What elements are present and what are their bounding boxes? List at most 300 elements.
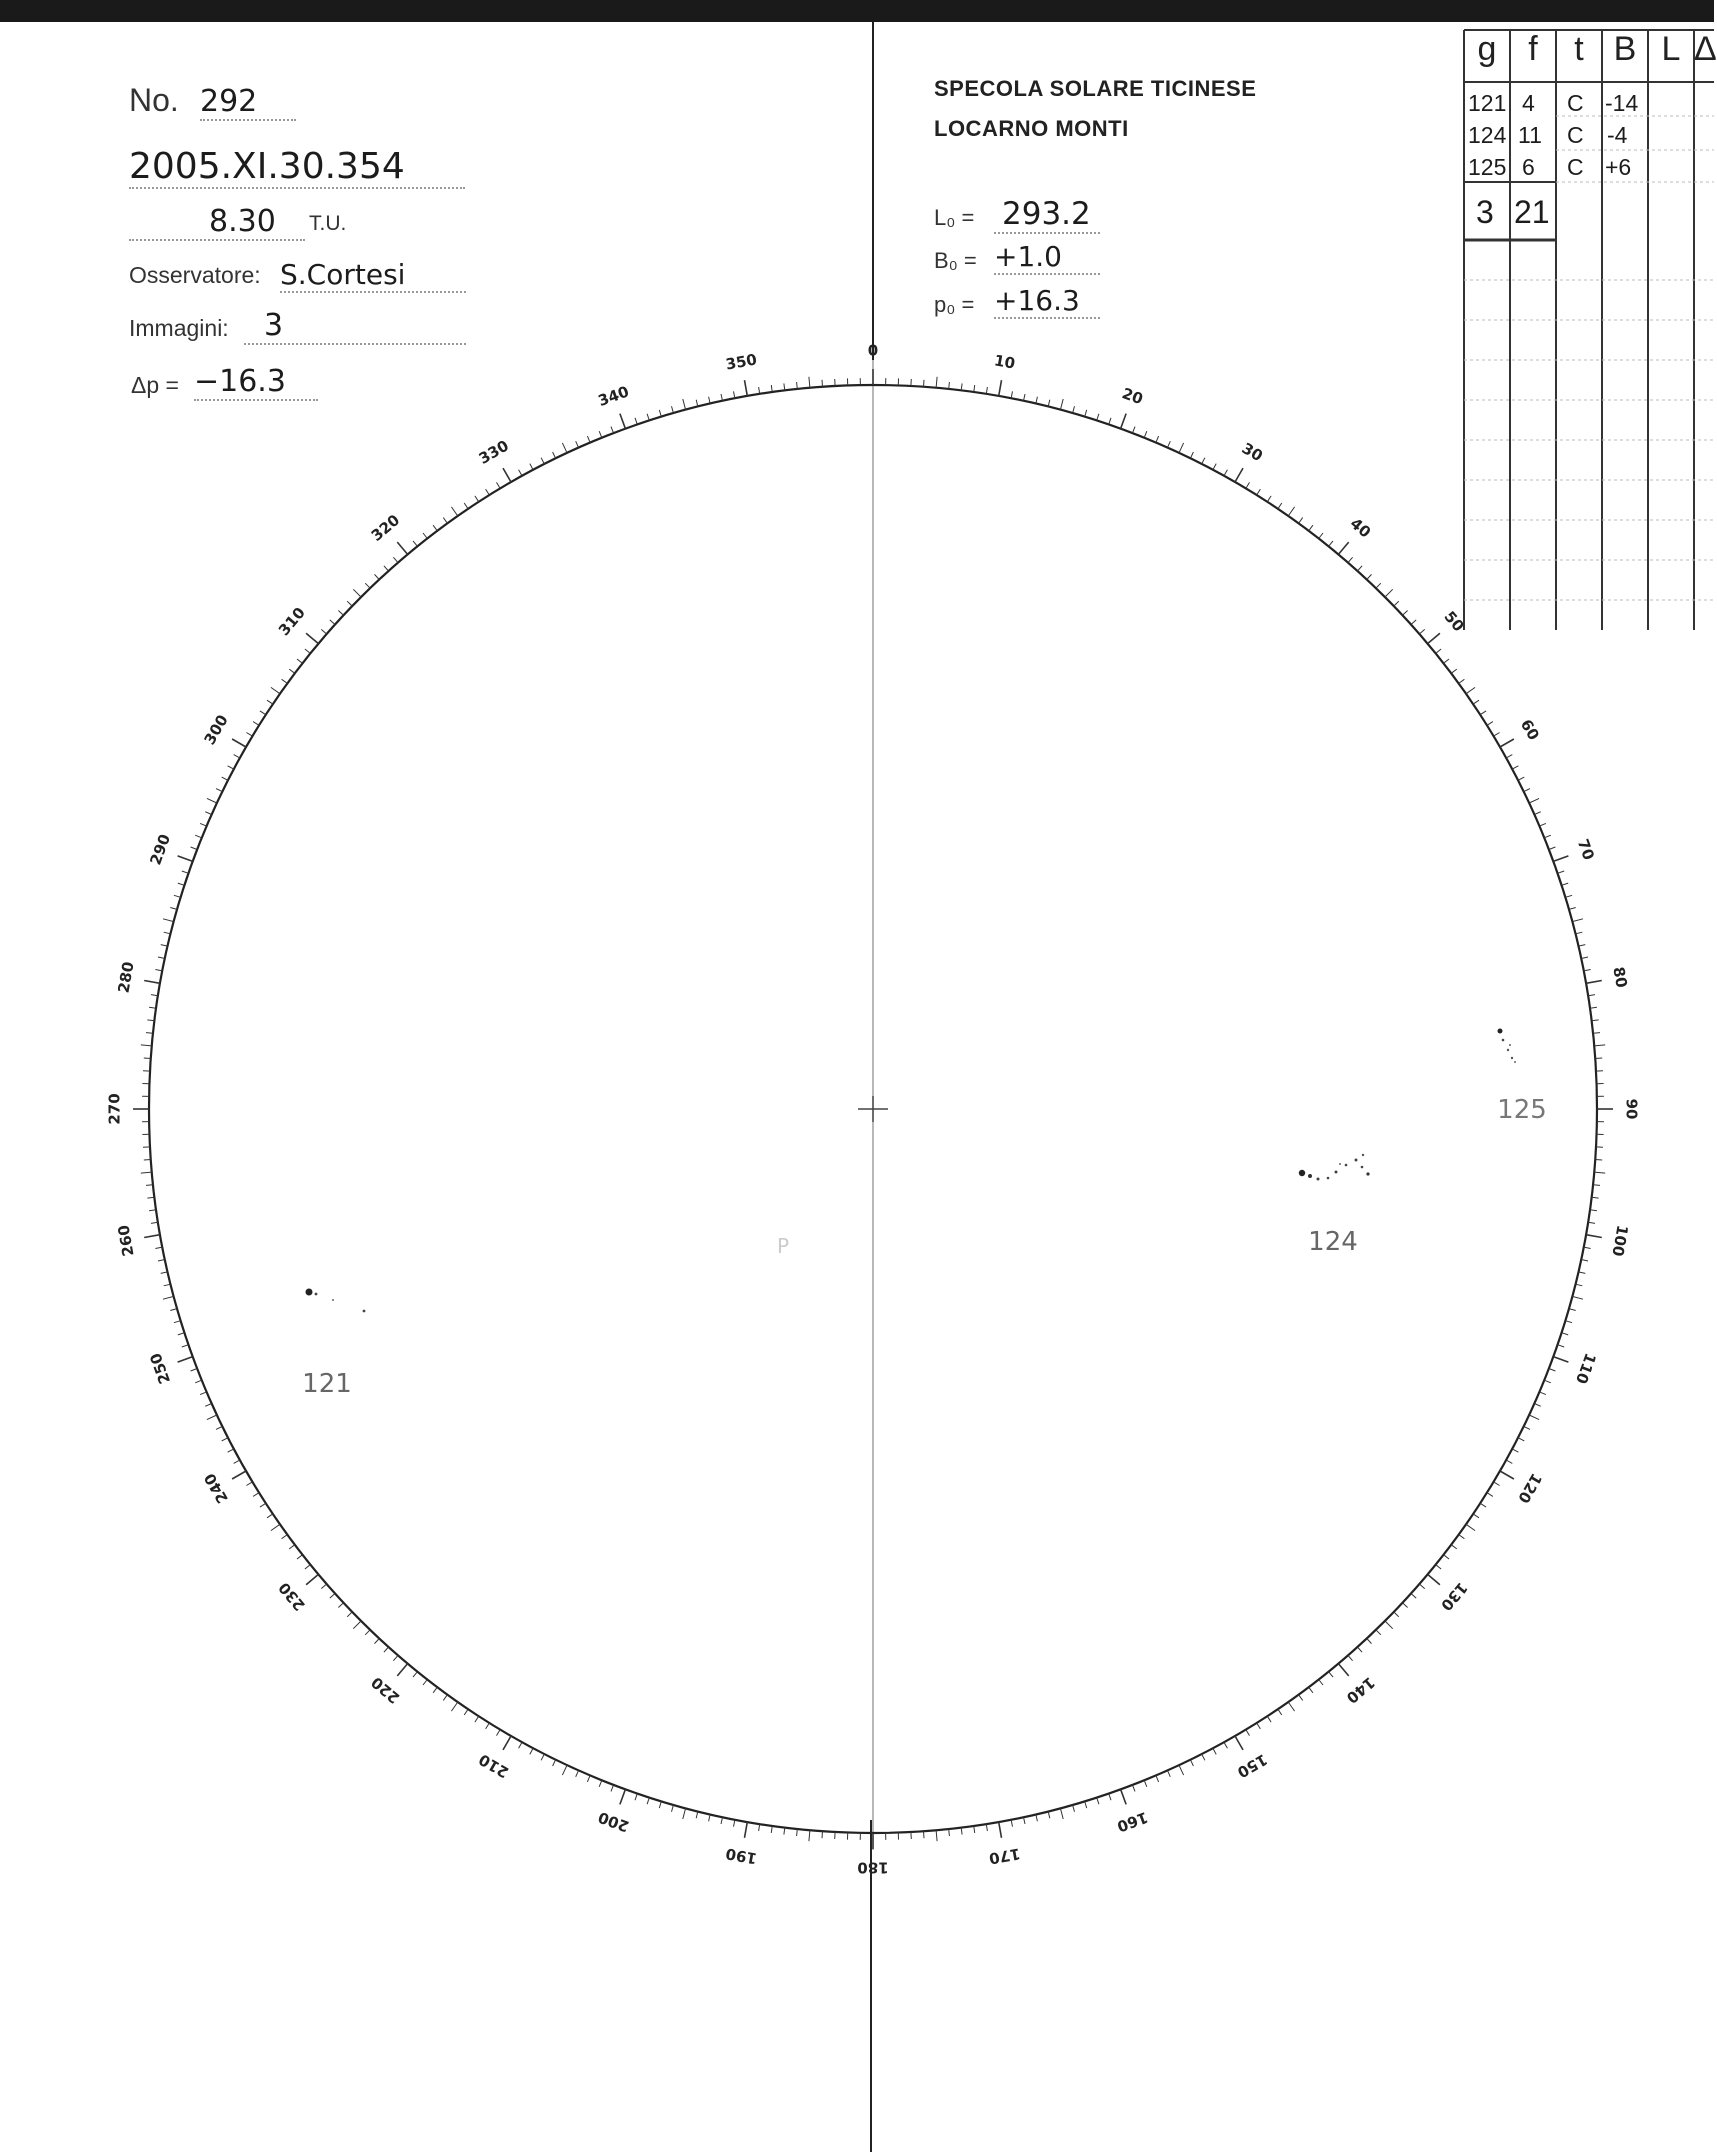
degree-tick	[1288, 1702, 1294, 1711]
degree-tick	[330, 1594, 335, 1599]
degree-tick	[375, 574, 380, 579]
degree-tick	[1524, 1426, 1530, 1429]
degree-tick	[1011, 391, 1012, 398]
degree-tick	[234, 755, 240, 758]
degree-tick	[1060, 1808, 1063, 1819]
degree-tick	[306, 1574, 318, 1584]
degree-tick	[195, 1380, 202, 1383]
degree-tick	[672, 1805, 674, 1812]
degree-tick	[771, 1826, 772, 1833]
degree-tick	[1278, 1709, 1282, 1715]
degree-tick	[182, 1345, 189, 1347]
delta-p-value: −16.3	[194, 364, 318, 401]
degree-tick	[464, 1709, 468, 1715]
degree-tick	[1367, 574, 1372, 579]
degree-label: 210	[475, 1750, 512, 1782]
degree-tick	[1595, 1160, 1602, 1161]
degree-tick	[1385, 589, 1393, 597]
degree-tick	[1562, 883, 1569, 885]
degree-tick	[146, 1033, 153, 1034]
degree-tick	[1576, 1284, 1583, 1286]
degree-tick	[721, 1817, 723, 1824]
degree-tick	[1590, 1007, 1597, 1008]
degree-tick	[1358, 1647, 1363, 1652]
degree-tick	[464, 503, 468, 509]
degree-label: 340	[595, 382, 632, 411]
degree-tick	[1444, 659, 1450, 663]
col-header-g: g	[1477, 30, 1497, 68]
degree-label: 100	[1608, 1223, 1632, 1258]
degree-tick	[1246, 1730, 1250, 1736]
degree-tick	[530, 464, 533, 470]
degree-tick	[497, 1730, 501, 1736]
sunspot-group-125	[1498, 1029, 1517, 1064]
images-value: 3	[244, 308, 466, 345]
degree-tick	[1588, 1222, 1595, 1223]
degree-tick	[974, 1826, 975, 1833]
degree-tick	[1565, 895, 1572, 897]
degree-tick	[1133, 1785, 1136, 1792]
degree-tick	[161, 945, 168, 947]
degree-tick	[289, 1545, 295, 1549]
degree-tick	[1202, 1754, 1205, 1760]
degree-tick	[986, 387, 987, 394]
degree-tick	[1506, 755, 1512, 758]
degree-tick	[271, 1524, 280, 1530]
degree-tick	[1436, 1565, 1441, 1569]
degree-tick	[961, 1828, 962, 1835]
degree-tick	[1539, 823, 1546, 826]
degree-tick	[576, 1770, 579, 1776]
degree-tick	[1588, 995, 1595, 996]
degree-tick	[1060, 399, 1063, 410]
degree-tick	[161, 1272, 168, 1274]
degree-tick	[1534, 1404, 1540, 1407]
degree-label: 350	[724, 350, 759, 374]
sunspot	[1362, 1154, 1364, 1156]
degree-tick	[1487, 722, 1493, 726]
group-label-124: 124	[1308, 1227, 1358, 1257]
degree-tick	[144, 1235, 160, 1238]
sunspot	[1509, 1044, 1511, 1046]
sunspot	[315, 1293, 318, 1296]
degree-tick	[961, 383, 962, 390]
degree-tick	[986, 1824, 987, 1831]
degree-tick	[530, 1748, 533, 1754]
degree-label: 240	[200, 1470, 232, 1507]
degree-tick	[397, 1664, 407, 1676]
sunspot	[1308, 1174, 1312, 1178]
degree-tick	[1267, 496, 1271, 502]
degree-tick	[635, 1794, 637, 1801]
degree-tick	[541, 458, 544, 464]
degree-tick	[433, 525, 437, 531]
degree-label: 160	[1114, 1807, 1151, 1836]
degree-tick	[1257, 489, 1261, 495]
degree-label: 320	[367, 510, 404, 545]
degree-tick	[797, 382, 798, 389]
degree-tick	[384, 566, 389, 571]
degree-tick	[822, 380, 823, 387]
degree-tick	[1348, 1655, 1353, 1660]
degree-tick	[1494, 733, 1500, 737]
degree-tick	[174, 1321, 181, 1323]
sunspot	[1299, 1170, 1305, 1176]
degree-tick	[338, 1603, 343, 1608]
degree-tick	[147, 1197, 154, 1198]
degree-tick	[1385, 1621, 1393, 1629]
observation-table-content	[1462, 30, 1717, 630]
degree-tick	[1592, 1197, 1599, 1198]
degree-tick	[1581, 1260, 1588, 1262]
degree-tick	[1179, 1765, 1184, 1775]
degree-tick	[393, 557, 398, 562]
degree-tick	[1581, 957, 1588, 959]
degree-tick	[413, 1672, 417, 1677]
degree-tick	[1459, 679, 1465, 683]
degree-tick	[1036, 1814, 1038, 1821]
degree-tick	[228, 766, 234, 769]
degree-tick	[347, 1612, 352, 1617]
degree-tick	[1487, 1493, 1493, 1497]
degree-tick	[1544, 1380, 1551, 1383]
degree-tick	[1553, 1357, 1568, 1363]
degree-tick	[200, 823, 207, 826]
sunspot-group-121	[306, 1289, 366, 1313]
cell-f-row1: 4	[1522, 90, 1535, 116]
degree-tick	[822, 1831, 823, 1838]
degree-tick	[305, 649, 310, 653]
degree-tick	[297, 1555, 303, 1559]
degree-tick	[1168, 1770, 1171, 1776]
degree-tick	[149, 1007, 156, 1008]
degree-tick	[1011, 1820, 1012, 1827]
degree-tick	[1518, 777, 1524, 780]
sunspot	[1345, 1164, 1348, 1167]
degree-tick	[659, 410, 661, 417]
degree-tick	[936, 1830, 937, 1841]
degree-tick	[253, 1493, 259, 1497]
degree-label: 110	[1571, 1350, 1600, 1387]
degree-tick	[1524, 789, 1530, 792]
degree-tick	[393, 1655, 398, 1660]
degree-tick	[1592, 1020, 1599, 1021]
time-value: 8.30	[129, 204, 305, 241]
degree-tick	[759, 387, 760, 394]
b0-label: B₀ =	[934, 248, 977, 273]
degree-tick	[1578, 945, 1585, 947]
degree-tick	[207, 798, 217, 803]
degree-tick	[696, 1812, 698, 1819]
degree-label: 130	[1437, 1578, 1472, 1615]
l0-label: L₀ =	[934, 205, 975, 230]
degree-tick	[1549, 847, 1556, 850]
degree-label: 70	[1573, 836, 1598, 863]
degree-tick	[1246, 482, 1250, 488]
degree-tick	[1319, 1680, 1323, 1686]
degree-label: 30	[1238, 439, 1266, 466]
degree-tick	[1480, 1503, 1486, 1507]
degree-tick	[423, 1680, 427, 1686]
degree-tick	[721, 394, 723, 401]
images-label: Immagini:	[129, 315, 229, 341]
degree-tick	[1411, 1594, 1416, 1599]
degree-tick	[745, 1822, 748, 1838]
degree-tick	[1584, 1247, 1591, 1248]
degree-tick	[924, 380, 925, 387]
degree-label: 200	[595, 1807, 632, 1836]
degree-tick	[1428, 1574, 1440, 1584]
degree-tick	[1569, 1309, 1576, 1311]
degree-tick	[222, 1438, 228, 1441]
sunspot-group-124	[1299, 1154, 1370, 1181]
degree-tick	[924, 1831, 925, 1838]
cell-g-row1: 121	[1468, 90, 1507, 116]
degree-tick	[1257, 1723, 1261, 1729]
degree-tick	[1553, 856, 1568, 862]
degree-tick	[497, 482, 501, 488]
degree-tick	[321, 629, 326, 634]
degree-tick	[1512, 1449, 1518, 1452]
degree-label: 300	[200, 711, 232, 748]
degree-tick	[158, 957, 165, 959]
degree-tick	[1144, 431, 1147, 438]
degree-tick	[759, 1824, 760, 1831]
degree-tick	[338, 611, 343, 616]
degree-tick	[433, 1687, 437, 1693]
degree-tick	[353, 1621, 361, 1629]
degree-tick	[503, 468, 511, 482]
degree-tick	[1376, 583, 1381, 588]
degree-tick	[365, 1630, 370, 1635]
col-header-delta: Δ	[1694, 30, 1717, 68]
degree-tick	[1506, 1460, 1512, 1463]
degree-tick	[1329, 1672, 1333, 1677]
degree-tick	[1500, 739, 1514, 747]
degree-tick	[200, 1392, 207, 1395]
degree-tick	[797, 1829, 798, 1836]
observatory-location: LOCARNO MONTI	[934, 116, 1129, 141]
degree-tick	[306, 633, 318, 643]
degree-tick	[207, 1415, 217, 1420]
degree-tick	[1578, 1272, 1585, 1274]
degree-tick	[1299, 518, 1303, 524]
degree-tick	[1144, 1780, 1147, 1787]
degree-tick	[267, 700, 273, 704]
degree-tick	[1267, 1716, 1271, 1722]
degree-label: 220	[367, 1673, 404, 1708]
degree-tick	[174, 895, 181, 897]
degree-tick	[1586, 1235, 1602, 1238]
degree-tick	[1411, 620, 1416, 625]
degree-tick	[1367, 1639, 1372, 1644]
degree-label: 50	[1440, 607, 1468, 636]
degree-tick	[1534, 812, 1540, 815]
degree-label: 310	[274, 603, 309, 640]
degree-tick	[745, 380, 748, 396]
degree-tick	[1121, 414, 1127, 429]
sunspot	[1339, 1163, 1341, 1165]
degree-tick	[1436, 649, 1441, 653]
delta-p-label: Δp =	[131, 372, 179, 398]
degree-tick	[1594, 1045, 1605, 1046]
degree-tick	[1444, 1555, 1450, 1559]
degree-tick	[1358, 566, 1363, 571]
degree-tick	[1419, 629, 1424, 634]
degree-tick	[1224, 470, 1227, 476]
degree-tick	[155, 970, 162, 971]
degree-tick	[443, 1695, 447, 1701]
degree-tick	[1558, 871, 1565, 873]
degree-tick	[151, 995, 158, 996]
degree-tick	[611, 427, 614, 434]
degree-tick	[205, 1404, 211, 1407]
degree-label: 120	[1514, 1470, 1546, 1507]
degree-tick	[809, 1830, 810, 1841]
degree-tick	[282, 679, 288, 683]
cell-t-row2: C	[1567, 122, 1584, 148]
degree-tick	[1278, 503, 1282, 509]
degree-tick	[1168, 441, 1171, 447]
sunspot	[1498, 1029, 1503, 1034]
degree-label: 90	[1622, 1098, 1641, 1120]
degree-tick	[164, 932, 171, 934]
degree-tick	[1156, 1775, 1159, 1782]
degree-tick	[141, 1172, 152, 1173]
degree-tick	[144, 981, 160, 984]
degree-tick	[289, 669, 295, 673]
degree-tick	[321, 1584, 326, 1589]
degree-tick	[271, 687, 280, 693]
degree-tick	[553, 452, 556, 458]
degree-tick	[149, 1210, 156, 1211]
degree-tick	[647, 414, 649, 421]
degree-tick	[178, 1357, 193, 1363]
degree-tick	[1451, 1545, 1457, 1549]
degree-tick	[683, 399, 686, 410]
degree-tick	[1073, 1805, 1075, 1812]
degree-tick	[246, 1482, 252, 1486]
degree-tick	[635, 418, 637, 425]
degree-tick	[178, 856, 193, 862]
degree-tick	[1586, 981, 1602, 984]
sunspot	[1511, 1057, 1513, 1059]
degree-tick	[1109, 418, 1111, 425]
degree-tick	[397, 542, 407, 554]
observatory-name: SPECOLA SOLARE TICINESE	[934, 76, 1257, 101]
degree-tick	[1428, 633, 1440, 643]
degree-tick	[1213, 464, 1216, 470]
col-header-t: t	[1574, 30, 1584, 68]
degree-tick	[1235, 1736, 1243, 1750]
degree-tick	[164, 1284, 171, 1286]
degree-tick	[1024, 1817, 1026, 1824]
degree-tick	[228, 1449, 234, 1452]
degree-tick	[659, 1801, 661, 1808]
degree-tick	[709, 1814, 711, 1821]
observer-label: Osservatore:	[129, 262, 261, 288]
degree-tick	[562, 443, 567, 453]
l0-value: 293.2	[994, 196, 1100, 234]
degree-tick	[519, 1742, 522, 1748]
sunspot	[1502, 1039, 1505, 1042]
degree-tick	[709, 397, 711, 404]
p0-value: +16.3	[994, 284, 1100, 319]
degree-tick	[353, 589, 361, 597]
degree-tick	[519, 470, 522, 476]
degree-tick	[1518, 1438, 1524, 1441]
degree-tick	[1529, 1415, 1539, 1420]
faint-mark: P	[776, 1234, 790, 1258]
degree-tick	[216, 789, 222, 792]
degree-tick	[282, 1535, 288, 1539]
degree-label: 140	[1342, 1673, 1379, 1708]
degree-tick	[1288, 507, 1294, 516]
degree-tick	[1073, 406, 1075, 413]
degree-tick	[1558, 1345, 1565, 1347]
degree-tick	[949, 382, 950, 389]
degree-tick	[423, 533, 427, 539]
degree-tick	[305, 1565, 310, 1569]
degree-tick	[974, 385, 975, 392]
degree-label: 260	[114, 1223, 138, 1258]
degree-label: 230	[274, 1578, 309, 1615]
degree-tick	[1036, 397, 1038, 404]
degree-label: 330	[475, 436, 512, 468]
degree-tick	[620, 1789, 626, 1804]
degree-tick	[1097, 414, 1099, 421]
degree-label: 280	[114, 960, 138, 995]
degree-tick	[1569, 908, 1576, 910]
degree-label: 60	[1516, 716, 1543, 744]
degree-tick	[1419, 1584, 1424, 1589]
p0-label: p₀ =	[934, 292, 975, 317]
degree-tick	[163, 919, 174, 922]
degree-label: 190	[724, 1844, 759, 1868]
degree-tick	[1109, 1794, 1111, 1801]
degree-tick	[1224, 1742, 1227, 1748]
degree-tick	[234, 1460, 240, 1463]
degree-tick	[1544, 835, 1551, 838]
degree-tick	[1213, 1748, 1216, 1754]
degree-tick	[1590, 1210, 1597, 1211]
degree-label: 250	[146, 1350, 175, 1387]
degree-tick	[784, 383, 785, 390]
degree-tick	[949, 1829, 950, 1836]
degree-tick	[809, 377, 810, 388]
cell-B-row3: +6	[1605, 154, 1632, 180]
degree-tick	[146, 1185, 153, 1186]
sunspot	[306, 1289, 313, 1296]
degree-tick	[784, 1828, 785, 1835]
degree-tick	[1024, 394, 1026, 401]
cell-B-row1: -14	[1605, 90, 1639, 116]
degree-tick	[1394, 601, 1399, 606]
degree-tick	[1480, 711, 1486, 715]
sunspot	[332, 1299, 334, 1301]
degree-tick	[1549, 1369, 1556, 1372]
degree-tick	[1235, 468, 1243, 482]
degree-tick	[178, 883, 185, 885]
degree-tick	[1403, 611, 1408, 616]
degree-tick	[503, 1736, 511, 1750]
degree-tick	[734, 391, 735, 398]
degree-tick	[936, 377, 937, 388]
sunspot	[363, 1310, 366, 1313]
degree-tick	[1121, 1789, 1127, 1804]
degree-tick	[1594, 1172, 1605, 1173]
degree-tick	[1500, 1471, 1514, 1479]
